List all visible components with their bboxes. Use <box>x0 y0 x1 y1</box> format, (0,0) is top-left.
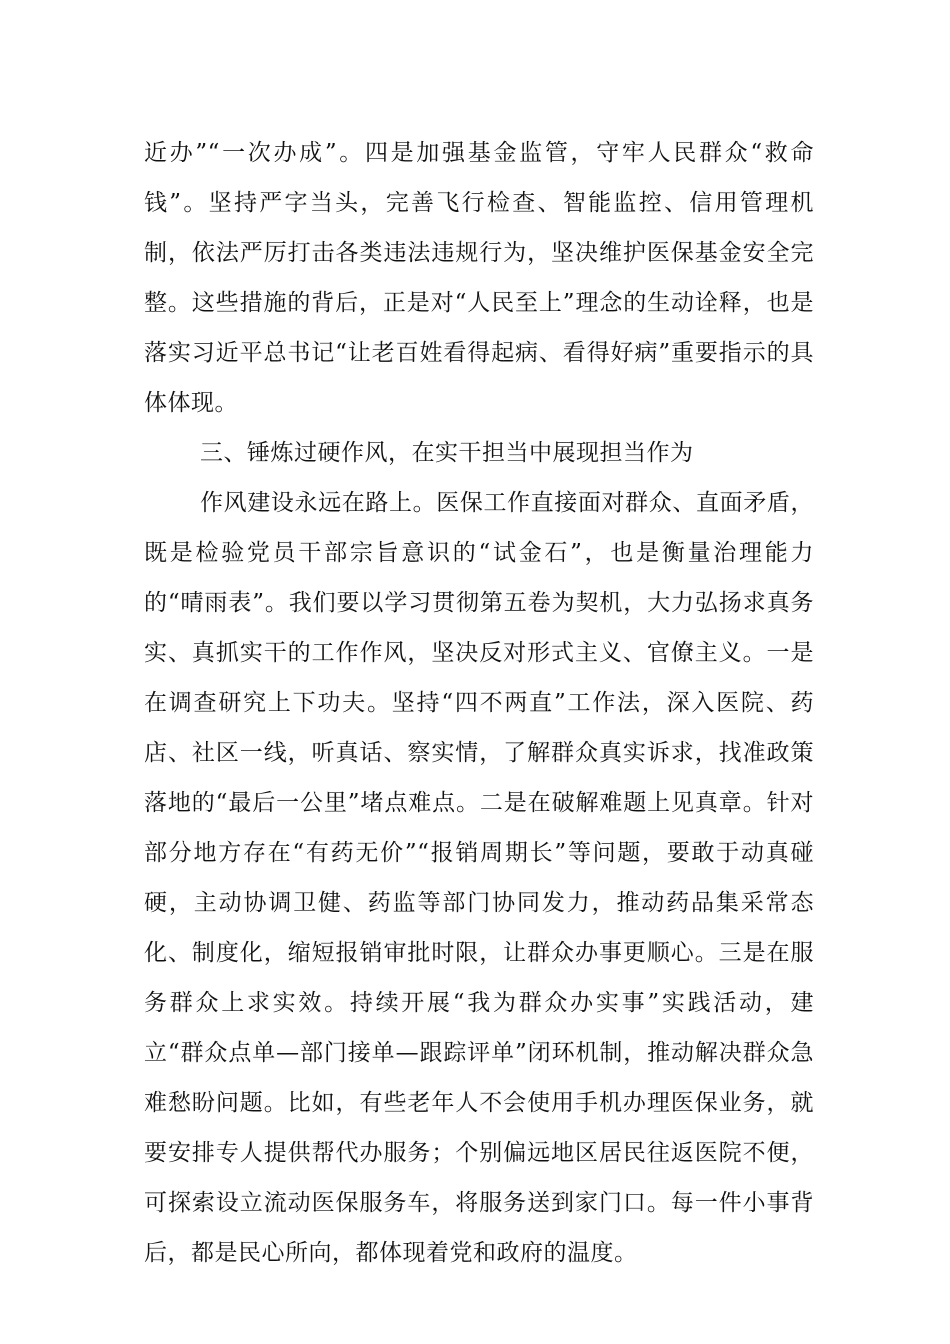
paragraph-body: 作风建设永远在路上。医保工作直接面对群众、直面矛盾，既是检验党员干部宗旨意识的“试金石”，也是衡量治理能力的“晴雨表”。我们要以学习贯彻第五卷为契机，大力弘扬求真务实、真抓实干的工作作风，坚决反对形式主义、官僚主义。一是在调查研究上下功夫。坚持“四不两直”工作法，深入医院、药店、社区一线，听真话、察实情，了解群众真实诉求，找准政策落地的“最后一公里”堵点难点。二是在破解难题上见真章。针对部分地方存在“有药无价”“报销周期长”等问题，要敢于动真碰硬，主动协调卫健、药监等部门协同发力，推动药品集采常态化、制度化，缩短报销审批时限，让群众办事更顺心。三是在服务群众上求实效。持续开展“我为群众办实事”实践活动，建立“群众点单—部门接单—跟踪评单”闭环机制，推动解决群众急难愁盼问题。比如，有些老年人不会使用手机办理医保业务，就要安排专人提供帮代办服务；个别偏远地区居民往返医院不便，可探索设立流动医保服务车，将服务送到家门口。每一件小事背后，都是民心所向，都体现着党和政府的温度。 <box>144 490 814 1266</box>
document-body <box>144 128 814 1278</box>
section-heading: 三、锤炼过硬作风，在实干担当中展现担当作为 <box>200 440 694 466</box>
paragraph-continuation: 近办”“一次办成”。四是加强基金监管，守牢人民群众“救命钱”。坚持严字当头，完善飞行检查、智能监控、信用管理机制，依法严厉打击各类违法违规行为，坚决维护医保基金安全完整。这些措施的背后，正是对“人民至上”理念的生动诠释，也是落实习近平总书记“让老百姓看得起病、看得好病”重要指示的具体体现。 <box>144 140 814 416</box>
